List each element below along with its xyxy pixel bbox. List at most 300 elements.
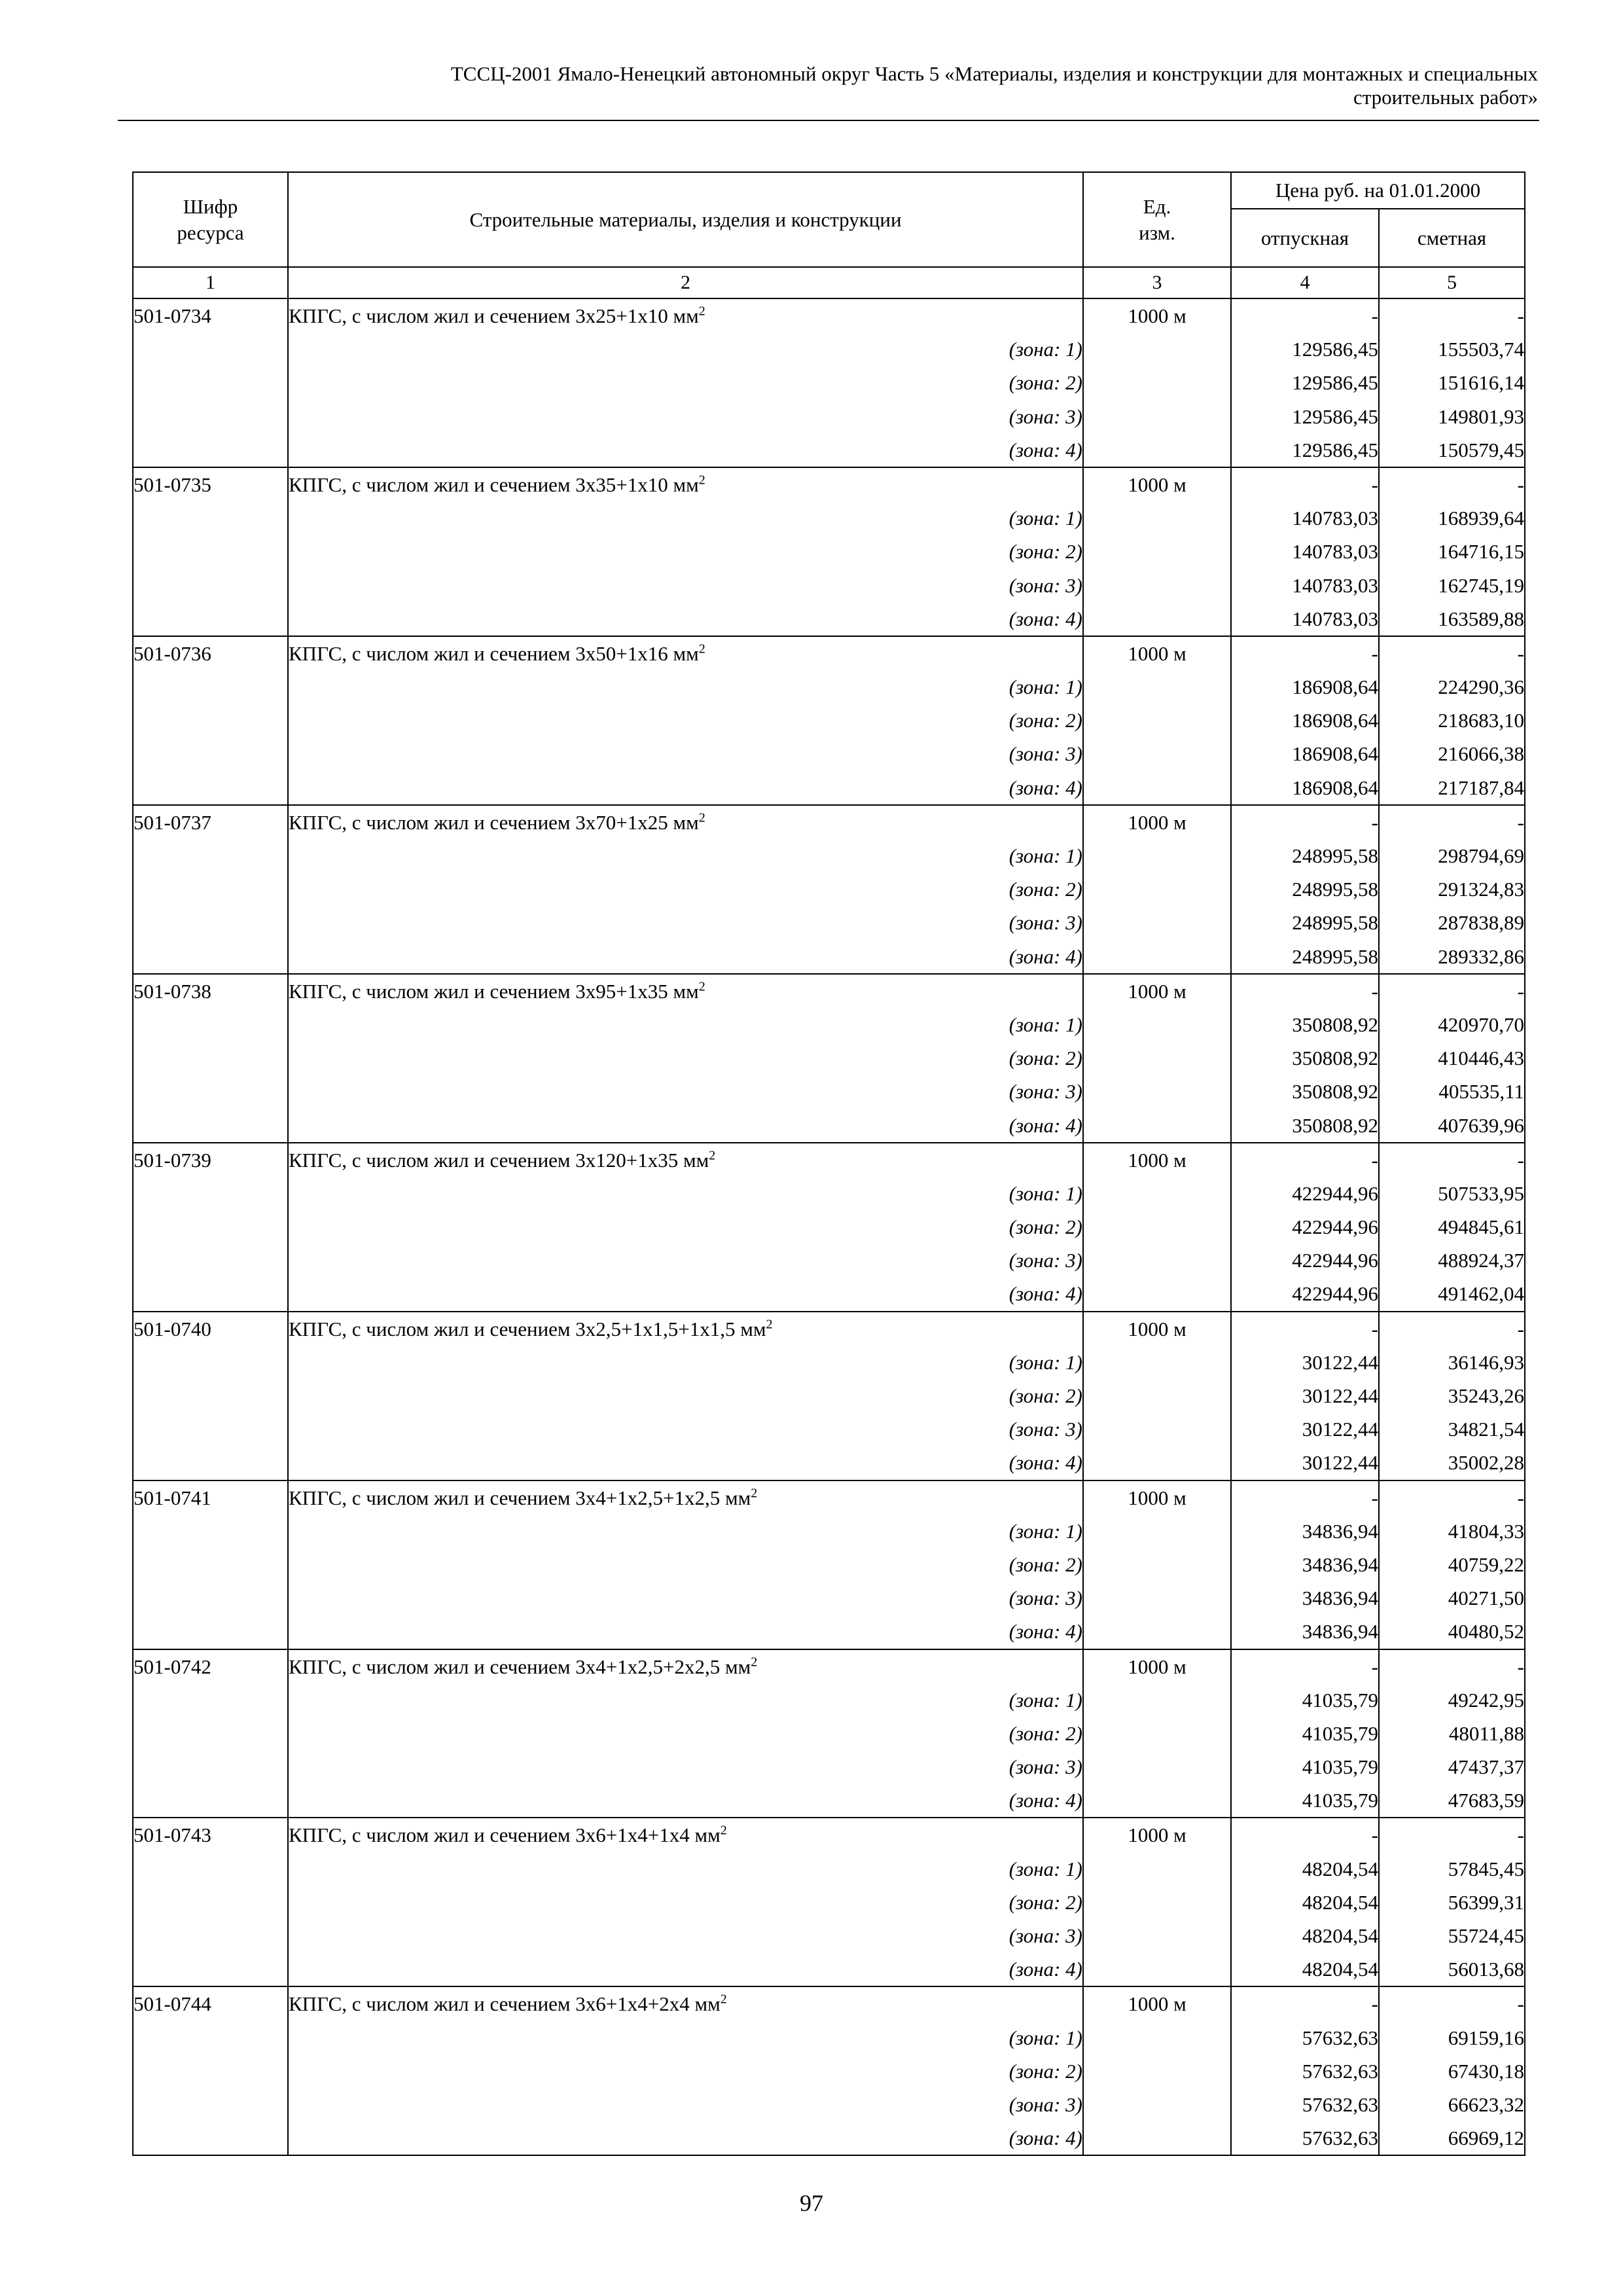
zone-row: [133, 1852, 1525, 1886]
release-price: 422944,96: [1231, 1277, 1379, 1311]
estimate-price: 56013,68: [1379, 1952, 1525, 1986]
zone-row: [133, 1683, 1525, 1717]
table-row: [133, 1818, 1525, 1852]
estimate-price-dash: -: [1379, 1480, 1525, 1515]
estimate-price-dash: -: [1379, 1649, 1525, 1683]
empty-unit-cell: [1083, 1919, 1231, 1952]
unit: 1000 м: [1083, 1986, 1231, 2020]
zone-row: [133, 1784, 1525, 1818]
empty-code-cell: [133, 1346, 288, 1379]
table-row: [133, 1480, 1525, 1515]
zone-label: (зона: 4): [288, 1109, 1083, 1143]
resource-code: 501-0738: [133, 974, 288, 1008]
estimate-price: 40271,50: [1379, 1581, 1525, 1615]
zone-label: (зона: 3): [288, 2088, 1083, 2121]
release-price: 57632,63: [1231, 2088, 1379, 2121]
empty-unit-cell: [1083, 2088, 1231, 2121]
release-price-dash: -: [1231, 805, 1379, 839]
price-table: [132, 171, 1525, 2156]
zone-row: [133, 1244, 1525, 1277]
release-price: 350808,92: [1231, 1109, 1379, 1143]
zone-row: [133, 602, 1525, 636]
release-price: 140783,03: [1231, 569, 1379, 602]
estimate-price: 289332,86: [1379, 940, 1525, 974]
running-header: [118, 62, 1538, 109]
zone-label: (зона: 1): [288, 332, 1083, 366]
empty-unit-cell: [1083, 1277, 1231, 1311]
empty-code-cell: [133, 1515, 288, 1548]
empty-unit-cell: [1083, 1952, 1231, 1986]
empty-unit-cell: [1083, 1109, 1231, 1143]
zone-label: (зона: 2): [288, 366, 1083, 399]
empty-code-cell: [133, 1412, 288, 1446]
superscript-2: 2: [709, 1148, 716, 1163]
empty-code-cell: [133, 1784, 288, 1818]
unit: 1000 м: [1083, 636, 1231, 670]
superscript-2: 2: [720, 1823, 727, 1839]
release-price: 57632,63: [1231, 2021, 1379, 2054]
zone-label: (зона: 3): [288, 906, 1083, 939]
empty-code-cell: [133, 400, 288, 433]
column-number-5: 5: [1379, 267, 1525, 298]
column-number-4: 4: [1231, 267, 1379, 298]
release-price: 48204,54: [1231, 1886, 1379, 1919]
zone-label: (зона: 1): [288, 1852, 1083, 1886]
release-price: 48204,54: [1231, 1952, 1379, 1986]
resource-code: 501-0743: [133, 1818, 288, 1852]
zone-row: [133, 400, 1525, 433]
zone-row: [133, 2121, 1525, 2155]
unit: 1000 м: [1083, 1312, 1231, 1346]
zone-row: [133, 1210, 1525, 1244]
estimate-price: 47437,37: [1379, 1750, 1525, 1784]
resource-code: 501-0739: [133, 1143, 288, 1177]
empty-code-cell: [133, 501, 288, 535]
release-price-dash: -: [1231, 1818, 1379, 1852]
zone-row: [133, 2054, 1525, 2088]
zone-label: (зона: 4): [288, 1615, 1083, 1649]
empty-unit-cell: [1083, 1346, 1231, 1379]
estimate-price-dash: -: [1379, 974, 1525, 1008]
superscript-2: 2: [698, 641, 705, 656]
estimate-price: 67430,18: [1379, 2054, 1525, 2088]
estimate-price: 217187,84: [1379, 771, 1525, 805]
superscript-2: 2: [751, 1486, 758, 1501]
release-price: 41035,79: [1231, 1683, 1379, 1717]
zone-row: [133, 2021, 1525, 2054]
zone-row: [133, 1008, 1525, 1041]
release-price: 34836,94: [1231, 1581, 1379, 1615]
empty-code-cell: [133, 1548, 288, 1581]
unit: 1000 м: [1083, 467, 1231, 501]
item-name: [288, 636, 1083, 670]
empty-unit-cell: [1083, 771, 1231, 805]
unit: 1000 м: [1083, 805, 1231, 839]
estimate-price: 224290,36: [1379, 670, 1525, 704]
empty-code-cell: [133, 1177, 288, 1210]
release-price: 48204,54: [1231, 1919, 1379, 1952]
empty-unit-cell: [1083, 1446, 1231, 1480]
empty-unit-cell: [1083, 1244, 1231, 1277]
zone-row: [133, 1952, 1525, 1986]
estimate-price-dash: -: [1379, 1143, 1525, 1177]
zone-label: (зона: 3): [288, 1581, 1083, 1615]
empty-code-cell: [133, 1244, 288, 1277]
estimate-price: 162745,19: [1379, 569, 1525, 602]
release-price: 57632,63: [1231, 2121, 1379, 2155]
zone-row: [133, 2088, 1525, 2121]
zone-row: [133, 1548, 1525, 1581]
empty-code-cell: [133, 1750, 288, 1784]
empty-unit-cell: [1083, 1750, 1231, 1784]
empty-code-cell: [133, 569, 288, 602]
item-name: [288, 1312, 1083, 1346]
estimate-price: 36146,93: [1379, 1346, 1525, 1379]
release-price: 140783,03: [1231, 602, 1379, 636]
unit: 1000 м: [1083, 298, 1231, 332]
release-price: 186908,64: [1231, 704, 1379, 737]
empty-code-cell: [133, 1041, 288, 1075]
empty-unit-cell: [1083, 400, 1231, 433]
empty-code-cell: [133, 1615, 288, 1649]
empty-code-cell: [133, 2121, 288, 2155]
empty-code-cell: [133, 771, 288, 805]
table-row: [133, 1312, 1525, 1346]
zone-label: (зона: 3): [288, 400, 1083, 433]
empty-code-cell: [133, 366, 288, 399]
zone-row: [133, 1886, 1525, 1919]
estimate-price: 218683,10: [1379, 704, 1525, 737]
estimate-price: 163589,88: [1379, 602, 1525, 636]
item-name: [288, 1143, 1083, 1177]
release-price: 350808,92: [1231, 1075, 1379, 1108]
item-name: [288, 1986, 1083, 2020]
empty-unit-cell: [1083, 535, 1231, 568]
item-name: [288, 1480, 1083, 1515]
empty-code-cell: [133, 872, 288, 906]
zone-label: (зона: 2): [288, 2054, 1083, 2088]
empty-code-cell: [133, 670, 288, 704]
item-name: [288, 805, 1083, 839]
release-price: 129586,45: [1231, 332, 1379, 366]
empty-code-cell: [133, 1446, 288, 1480]
release-price: 129586,45: [1231, 433, 1379, 467]
table-body: [133, 298, 1525, 2155]
zone-label: (зона: 3): [288, 1919, 1083, 1952]
zone-row: [133, 1615, 1525, 1649]
zone-label: (зона: 1): [288, 501, 1083, 535]
estimate-price: 287838,89: [1379, 906, 1525, 939]
empty-unit-cell: [1083, 2121, 1231, 2155]
empty-unit-cell: [1083, 1886, 1231, 1919]
resource-code: 501-0741: [133, 1480, 288, 1515]
empty-unit-cell: [1083, 1412, 1231, 1446]
empty-unit-cell: [1083, 501, 1231, 535]
zone-label: (зона: 2): [288, 704, 1083, 737]
estimate-price: 40759,22: [1379, 1548, 1525, 1581]
header-line-2: строительных работ»: [1353, 86, 1538, 109]
estimate-price-dash: -: [1379, 1312, 1525, 1346]
zone-row: [133, 1446, 1525, 1480]
release-price: 41035,79: [1231, 1717, 1379, 1750]
zone-row: [133, 737, 1525, 770]
zone-label: (зона: 2): [288, 1717, 1083, 1750]
release-price: 34836,94: [1231, 1548, 1379, 1581]
empty-code-cell: [133, 940, 288, 974]
zone-label: (зона: 3): [288, 1075, 1083, 1108]
zone-row: [133, 535, 1525, 568]
zone-row: [133, 1717, 1525, 1750]
empty-code-cell: [133, 2054, 288, 2088]
empty-unit-cell: [1083, 1515, 1231, 1548]
estimate-price: 69159,16: [1379, 2021, 1525, 2054]
table-row: [133, 467, 1525, 501]
release-price: 140783,03: [1231, 535, 1379, 568]
zone-label: (зона: 4): [288, 771, 1083, 805]
empty-code-cell: [133, 433, 288, 467]
item-name-text: КПГС, с числом жил и сечением 3х6+1х4+2х4 мм: [289, 1992, 721, 2016]
zone-row: [133, 366, 1525, 399]
empty-unit-cell: [1083, 1041, 1231, 1075]
empty-code-cell: [133, 1683, 288, 1717]
header-estimate-price: сметная: [1379, 209, 1525, 267]
zone-label: (зона: 1): [288, 2021, 1083, 2054]
estimate-price: 298794,69: [1379, 839, 1525, 872]
empty-unit-cell: [1083, 1177, 1231, 1210]
resource-code: 501-0735: [133, 467, 288, 501]
empty-unit-cell: [1083, 839, 1231, 872]
empty-unit-cell: [1083, 1548, 1231, 1581]
release-price: 140783,03: [1231, 501, 1379, 535]
estimate-price-dash: -: [1379, 805, 1525, 839]
estimate-price: 164716,15: [1379, 535, 1525, 568]
item-name-text: КПГС, с числом жил и сечением 3х2,5+1х1,5+1х1,5 мм: [289, 1317, 766, 1340]
release-price-dash: -: [1231, 1480, 1379, 1515]
zone-label: (зона: 4): [288, 433, 1083, 467]
zone-label: (зона: 1): [288, 670, 1083, 704]
item-name-text: КПГС, с числом жил и сечением 3х120+1х35 мм: [289, 1148, 709, 1172]
release-price: 422944,96: [1231, 1210, 1379, 1244]
zone-row: [133, 872, 1525, 906]
empty-unit-cell: [1083, 872, 1231, 906]
zone-row: [133, 1919, 1525, 1952]
zone-label: (зона: 1): [288, 839, 1083, 872]
estimate-price: 216066,38: [1379, 737, 1525, 770]
header-rule: [118, 120, 1539, 121]
estimate-price: 488924,37: [1379, 1244, 1525, 1277]
estimate-price: 150579,45: [1379, 433, 1525, 467]
release-price: 248995,58: [1231, 872, 1379, 906]
table-row: [133, 1649, 1525, 1683]
empty-code-cell: [133, 332, 288, 366]
empty-code-cell: [133, 839, 288, 872]
item-name-text: КПГС, с числом жил и сечением 3х50+1х16 мм: [289, 641, 699, 665]
release-price-dash: -: [1231, 974, 1379, 1008]
estimate-price: 57845,45: [1379, 1852, 1525, 1886]
unit: 1000 м: [1083, 1649, 1231, 1683]
release-price: 129586,45: [1231, 400, 1379, 433]
empty-code-cell: [133, 602, 288, 636]
empty-unit-cell: [1083, 332, 1231, 366]
empty-unit-cell: [1083, 1210, 1231, 1244]
zone-row: [133, 906, 1525, 939]
item-name-text: КПГС, с числом жил и сечением 3х25+1х10 мм: [289, 304, 699, 327]
resource-code: 501-0740: [133, 1312, 288, 1346]
unit: 1000 м: [1083, 1480, 1231, 1515]
estimate-price: 507533,95: [1379, 1177, 1525, 1210]
empty-code-cell: [133, 1075, 288, 1108]
superscript-2: 2: [766, 1317, 773, 1332]
header-release-price: отпускная: [1231, 209, 1379, 267]
estimate-price: 47683,59: [1379, 1784, 1525, 1818]
empty-unit-cell: [1083, 737, 1231, 770]
zone-row: [133, 670, 1525, 704]
release-price-dash: -: [1231, 636, 1379, 670]
resource-code: 501-0742: [133, 1649, 288, 1683]
empty-unit-cell: [1083, 1683, 1231, 1717]
unit: 1000 м: [1083, 1143, 1231, 1177]
release-price: 30122,44: [1231, 1446, 1379, 1480]
estimate-price: 35243,26: [1379, 1379, 1525, 1412]
empty-code-cell: [133, 1919, 288, 1952]
release-price-dash: -: [1231, 1143, 1379, 1177]
column-number-2: 2: [288, 267, 1083, 298]
estimate-price: 34821,54: [1379, 1412, 1525, 1446]
estimate-price: 151616,14: [1379, 366, 1525, 399]
empty-unit-cell: [1083, 1852, 1231, 1886]
zone-row: [133, 1412, 1525, 1446]
zone-label: (зона: 3): [288, 737, 1083, 770]
zone-label: (зона: 4): [288, 1784, 1083, 1818]
estimate-price: 66969,12: [1379, 2121, 1525, 2155]
zone-label: (зона: 1): [288, 1346, 1083, 1379]
release-price: 41035,79: [1231, 1784, 1379, 1818]
unit: 1000 м: [1083, 974, 1231, 1008]
estimate-price: 405535,11: [1379, 1075, 1525, 1108]
empty-unit-cell: [1083, 704, 1231, 737]
empty-unit-cell: [1083, 1075, 1231, 1108]
zone-row: [133, 1346, 1525, 1379]
release-price: 41035,79: [1231, 1750, 1379, 1784]
zone-label: (зона: 2): [288, 1379, 1083, 1412]
estimate-price: 40480,52: [1379, 1615, 1525, 1649]
item-name: [288, 298, 1083, 332]
estimate-price: 41804,33: [1379, 1515, 1525, 1548]
column-number-1: 1: [133, 267, 288, 298]
header-line-1: ТССЦ-2001 Ямало-Ненецкий автономный округ Часть 5 «Материалы, изделия и конструкции для монтажных и специальных: [450, 62, 1538, 85]
page-number: 97: [800, 2190, 823, 2216]
release-price: 248995,58: [1231, 839, 1379, 872]
zone-row: [133, 771, 1525, 805]
zone-label: (зона: 3): [288, 1750, 1083, 1784]
zone-label: (зона: 4): [288, 602, 1083, 636]
table-row: [133, 974, 1525, 1008]
release-price: 350808,92: [1231, 1008, 1379, 1041]
release-price-dash: -: [1231, 298, 1379, 332]
unit: 1000 м: [1083, 1818, 1231, 1852]
item-name-text: КПГС, с числом жил и сечением 3х70+1х25 мм: [289, 810, 699, 834]
item-name: [288, 974, 1083, 1008]
zone-label: (зона: 4): [288, 1277, 1083, 1311]
zone-label: (зона: 4): [288, 940, 1083, 974]
estimate-price: 49242,95: [1379, 1683, 1525, 1717]
empty-code-cell: [133, 1277, 288, 1311]
zone-row: [133, 940, 1525, 974]
empty-unit-cell: [1083, 602, 1231, 636]
resource-code: 501-0737: [133, 805, 288, 839]
estimate-price-dash: -: [1379, 1986, 1525, 2020]
release-price: 57632,63: [1231, 2054, 1379, 2088]
zone-row: [133, 1109, 1525, 1143]
item-name-text: КПГС, с числом жил и сечением 3х95+1х35 мм: [289, 979, 699, 1003]
table-header: [133, 172, 1525, 298]
superscript-2: 2: [751, 1655, 758, 1670]
zone-label: (зона: 2): [288, 1548, 1083, 1581]
estimate-price: 291324,83: [1379, 872, 1525, 906]
zone-label: (зона: 3): [288, 569, 1083, 602]
empty-code-cell: [133, 1852, 288, 1886]
zone-row: [133, 332, 1525, 366]
estimate-price: 410446,43: [1379, 1041, 1525, 1075]
release-price: 34836,94: [1231, 1515, 1379, 1548]
zone-label: (зона: 4): [288, 2121, 1083, 2155]
superscript-2: 2: [698, 979, 705, 994]
column-number-3: 3: [1083, 267, 1231, 298]
estimate-price-dash: -: [1379, 636, 1525, 670]
estimate-price: 48011,88: [1379, 1717, 1525, 1750]
empty-unit-cell: [1083, 670, 1231, 704]
release-price: 30122,44: [1231, 1346, 1379, 1379]
release-price-dash: -: [1231, 467, 1379, 501]
estimate-price-dash: -: [1379, 1818, 1525, 1852]
estimate-price: 494845,61: [1379, 1210, 1525, 1244]
header-unit: Ед. изм.: [1083, 172, 1231, 267]
zone-row: [133, 839, 1525, 872]
release-price: 350808,92: [1231, 1041, 1379, 1075]
empty-code-cell: [133, 2088, 288, 2121]
zone-row: [133, 1277, 1525, 1311]
empty-code-cell: [133, 704, 288, 737]
release-price: 186908,64: [1231, 771, 1379, 805]
zone-label: (зона: 1): [288, 1683, 1083, 1717]
item-name: [288, 1818, 1083, 1852]
zone-label: (зона: 1): [288, 1008, 1083, 1041]
estimate-price: 149801,93: [1379, 400, 1525, 433]
estimate-price: 66623,32: [1379, 2088, 1525, 2121]
empty-unit-cell: [1083, 1379, 1231, 1412]
release-price-dash: -: [1231, 1312, 1379, 1346]
zone-row: [133, 1515, 1525, 1548]
estimate-price-dash: -: [1379, 467, 1525, 501]
empty-code-cell: [133, 535, 288, 568]
empty-unit-cell: [1083, 906, 1231, 939]
zone-label: (зона: 1): [288, 1177, 1083, 1210]
empty-code-cell: [133, 1008, 288, 1041]
resource-code: 501-0736: [133, 636, 288, 670]
zone-label: (зона: 3): [288, 1412, 1083, 1446]
empty-code-cell: [133, 1717, 288, 1750]
empty-code-cell: [133, 1210, 288, 1244]
zone-label: (зона: 3): [288, 1244, 1083, 1277]
table-row: [133, 636, 1525, 670]
item-name-text: КПГС, с числом жил и сечением 3х35+1х10 мм: [289, 473, 699, 496]
empty-unit-cell: [1083, 569, 1231, 602]
resource-code: 501-0734: [133, 298, 288, 332]
table-row: [133, 1143, 1525, 1177]
estimate-price: 407639,96: [1379, 1109, 1525, 1143]
table-row: [133, 1986, 1525, 2020]
release-price: 422944,96: [1231, 1177, 1379, 1210]
